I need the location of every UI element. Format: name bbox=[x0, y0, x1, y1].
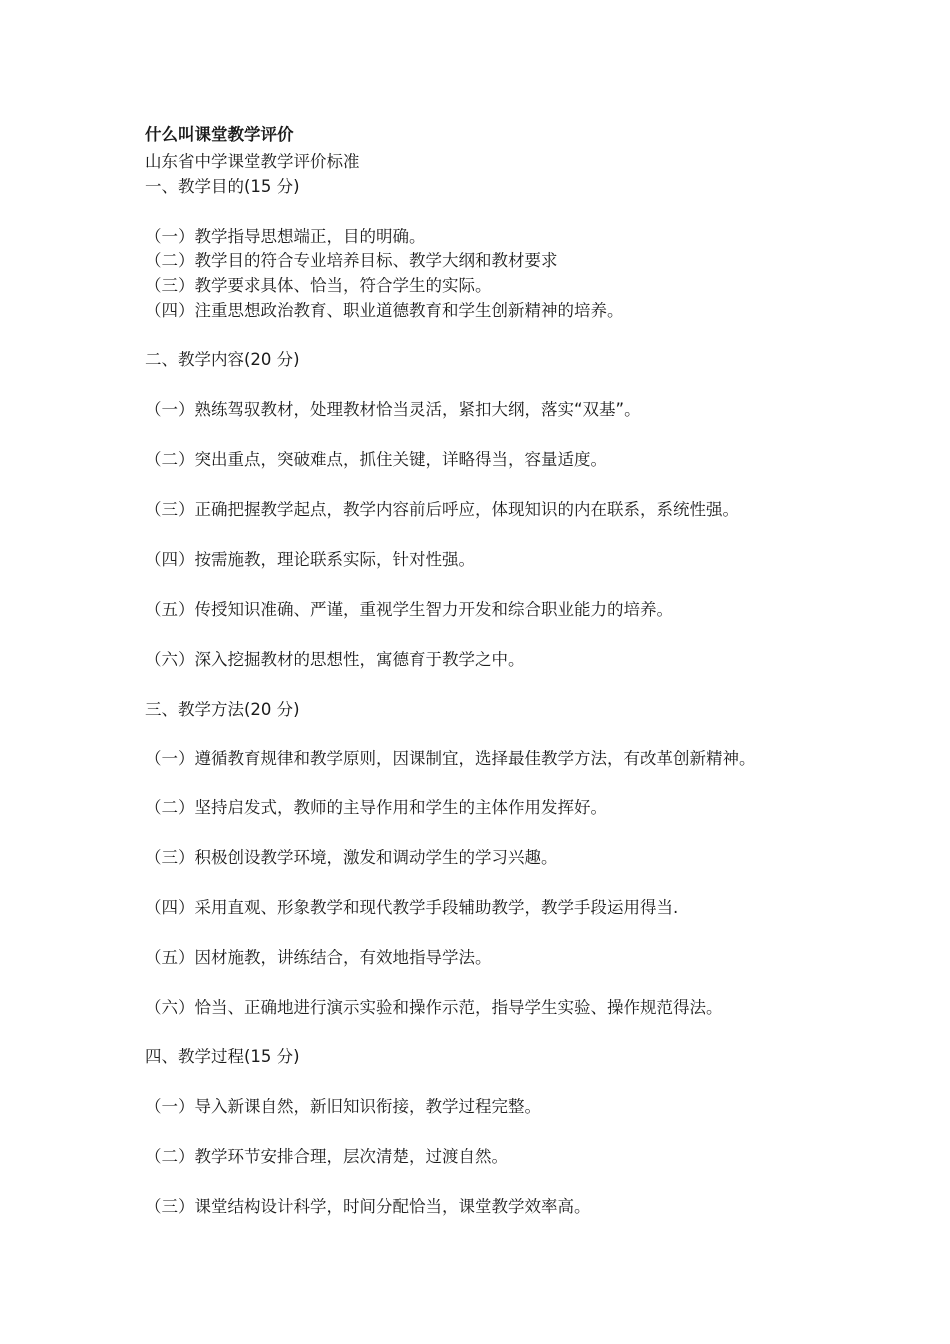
section-heading-4: 四、教学过程(15 分) bbox=[145, 1047, 300, 1066]
section-3-item-6: （六）恰当、正确地进行演示实验和操作示范，指导学生实验、操作规范得法。 bbox=[145, 998, 723, 1017]
section-2-item-3: （三）正确把握教学起点，教学内容前后呼应，体现知识的内在联系，系统性强。 bbox=[145, 500, 739, 519]
section-3-item-2: （二）坚持启发式，教师的主导作用和学生的主体作用发挥好。 bbox=[145, 798, 607, 817]
section-2-item-5: （五）传授知识准确、严谨，重视学生智力开发和综合职业能力的培养。 bbox=[145, 600, 673, 619]
section-heading-2: 二、教学内容(20 分) bbox=[145, 350, 300, 369]
document-subtitle: 山东省中学课堂教学评价标准 bbox=[145, 152, 360, 171]
section-1-item-1: （一）教学指导思想端正，目的明确。 bbox=[145, 227, 426, 246]
section-heading-1: 一、教学目的(15 分) bbox=[145, 177, 300, 196]
section-2-item-1: （一）熟练驾驭教材，处理教材恰当灵活，紧扣大纲，落实“双基”。 bbox=[145, 400, 641, 419]
section-3-item-3: （三）积极创设教学环境，激发和调动学生的学习兴趣。 bbox=[145, 848, 558, 867]
document-title: 什么叫课堂教学评价 bbox=[145, 125, 294, 144]
section-2-item-4: （四）按需施教，理论联系实际，针对性强。 bbox=[145, 550, 475, 569]
section-4-item-2: （二）教学环节安排合理，层次清楚，过渡自然。 bbox=[145, 1147, 508, 1166]
section-1-item-2: （二）教学目的符合专业培养目标、教学大纲和教材要求 bbox=[145, 251, 558, 270]
section-2-item-6: （六）深入挖掘教材的思想性，寓德育于教学之中。 bbox=[145, 650, 525, 669]
section-4-item-3: （三）课堂结构设计科学，时间分配恰当，课堂教学效率高。 bbox=[145, 1197, 591, 1216]
section-3-item-1: （一）遵循教育规律和教学原则，因课制宜，选择最佳教学方法，有改革创新精神。 bbox=[145, 749, 756, 768]
section-1-item-4: （四）注重思想政治教育、职业道德教育和学生创新精神的培养。 bbox=[145, 301, 624, 320]
section-heading-3: 三、教学方法(20 分) bbox=[145, 700, 300, 719]
section-2-item-2: （二）突出重点，突破难点，抓住关键，详略得当，容量适度。 bbox=[145, 450, 607, 469]
section-3-item-4: （四）采用直观、形象教学和现代教学手段辅助教学，教学手段运用得当. bbox=[145, 898, 679, 917]
section-3-item-5: （五）因材施教，讲练结合，有效地指导学法。 bbox=[145, 948, 492, 967]
section-1-item-3: （三）教学要求具体、恰当，符合学生的实际。 bbox=[145, 276, 492, 295]
section-4-item-1: （一）导入新课自然，新旧知识衔接，教学过程完整。 bbox=[145, 1097, 541, 1116]
